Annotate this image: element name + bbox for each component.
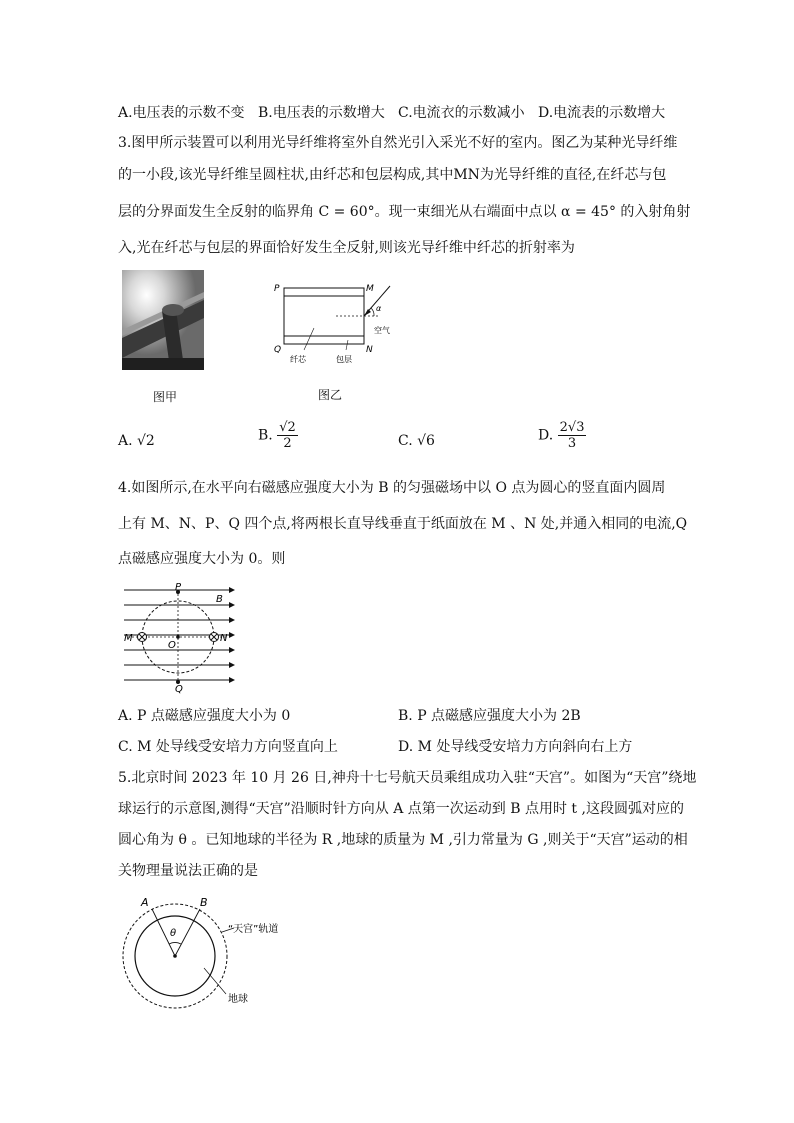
q3-line-3: 层的分界面发生全反射的临界角 C = 60°。现一束细光从右端面中点以 α = 45° 的入射角射 [118,204,691,220]
q4-option-c: C. M 处导线受安培力方向竖直向上 [118,739,338,755]
q3-option-d-fraction [558,420,587,451]
q3-option-b [258,420,298,451]
q5-line-4: 关物理量说法正确的是 [118,863,258,879]
q3-line-4: 入,光在纤芯与包层的界面恰好发生全反射,则该光导纤维中纤芯的折射率为 [118,240,575,256]
q5-label-theta: θ [170,928,177,939]
q3-option-a [118,432,155,450]
q5-line-2: 球运行的示意图,测得“天宫”沿顺时针方向从 A 点第一次运动到 B 点用时 t ,这段圆弧对应的 [118,801,684,817]
q4-field-diagram [118,582,242,694]
q3-option-b-numerator: √2 [279,420,296,435]
q4-option-d: D. M 处导线受安培力方向斜向右上方 [398,739,633,755]
wire-m-into-page-icon [138,633,147,642]
q3-photo-figure [122,270,204,370]
q3-fiber-diagram [270,278,400,368]
q3-fig-b-caption: 图乙 [318,388,343,402]
q3-option-b-denominator: 2 [283,436,292,451]
q5-label-orbit: “天宫”轨道 [228,924,279,935]
q5-line-3: 圆心角为 θ 。已知地球的半径为 R ,地球的质量为 M ,引力常量为 G ,则关于“天宫”运动的相 [118,832,688,848]
q3-label-air: 空气 [374,326,390,335]
q3-label-n: N [366,345,373,355]
q3-option-b-label: B. [258,427,273,444]
q4-label-n: N [220,633,228,644]
q3-option-c [398,432,435,450]
q2-option-a: A.电压表的示数不变 [118,105,245,121]
q3-option-a-value: √2 [137,433,155,449]
q3-option-c-label: C. [398,433,413,449]
q5-line-1: 5.北京时间 2023 年 10 月 26 日,神舟十七号航天员乘组成功入驻“天宫”。如图为“天宫”绕地 [118,770,697,786]
q4-label-b: B [216,594,223,605]
q3-option-d [538,420,586,451]
q3-line-1: 3.图甲所示装置可以利用光导纤维将室外自然光引入采光不好的室内。图乙为某种光导纤维 [118,135,678,151]
q3-option-b-fraction [277,420,298,451]
q4-label-q: Q [175,684,183,694]
q3-label-q: Q [274,345,282,355]
q3-option-d-label: D. [538,427,554,444]
q3-label-core: 纤芯 [290,355,306,364]
q3-label-cladding: 包层 [336,355,352,364]
q3-option-d-denominator: 3 [567,436,577,451]
q3-label-m: M [366,284,374,294]
q5-orbit-diagram [118,894,308,1014]
q4-label-o: O [168,640,176,651]
q4-option-b: B. P 点磁感应强度大小为 2B [398,708,581,724]
q5-label-earth: 地球 [228,994,248,1005]
q2-option-b: B.电压表的示数增大 [258,105,385,121]
q3-line-2: 的一小段,该光导纤维呈圆柱状,由纤芯和包层构成,其中MN为光导纤维的直径,在纤芯与包 [118,167,667,183]
q4-option-a: A. P 点磁感应强度大小为 0 [118,708,291,724]
q5-label-a: A [141,896,149,909]
q5-label-b: B [200,896,208,909]
q4-line-1: 4.如图所示,在水平向右磁感应强度大小为 B 的匀强磁场中以 O 点为圆心的竖直面内圆周 [118,480,666,496]
q4-label-p: P [175,582,182,593]
q3-option-c-value: √6 [417,433,435,449]
q4-line-2: 上有 M、N、P、Q 四个点,将两根长直导线垂直于纸面放在 M 、N 处,并通入相同的电流,Q [118,516,688,532]
q3-option-a-label: A. [118,433,133,449]
q3-option-d-numerator: 2√3 [559,420,585,435]
q2-option-c: C.电流衣的示数减小 [398,105,525,121]
q2-option-d: D.电流表的示数增大 [538,105,666,121]
q3-fig-a-caption: 图甲 [153,390,178,404]
q4-line-3: 点磁感应强度大小为 0。则 [118,551,286,567]
q4-label-m: M [124,633,133,644]
q3-label-p: P [274,284,280,294]
wire-n-into-page-icon [210,633,219,642]
q3-label-alpha: α [376,304,382,313]
